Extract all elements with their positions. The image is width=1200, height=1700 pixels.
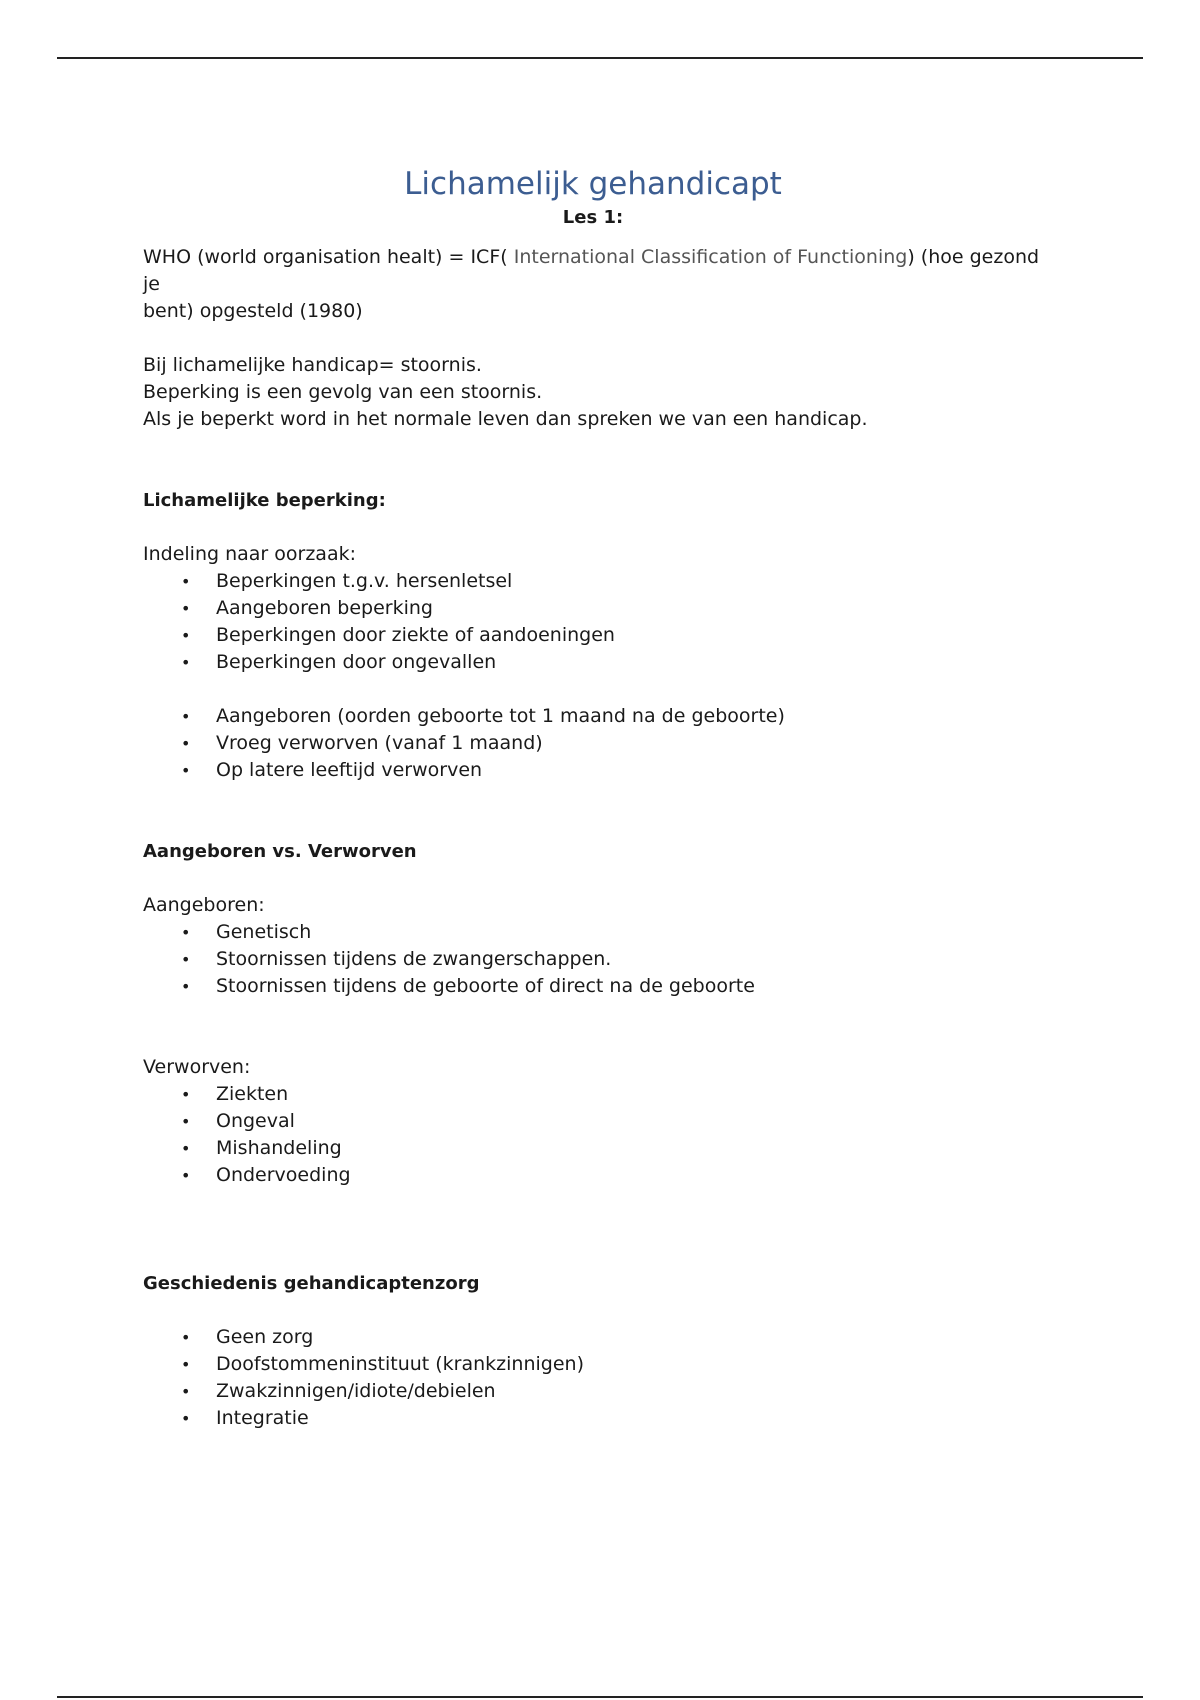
list-item: • Zwakzinnigen/idiote/debielen <box>143 1378 1043 1405</box>
definition-line: Bij lichamelijke handicap= stoornis. <box>143 354 482 376</box>
section-intro-indeling: Indeling naar oorzaak: <box>143 543 356 565</box>
bullet-icon: • <box>181 1139 191 1158</box>
intro-suffix: ) (hoe gezond je <box>143 246 1040 295</box>
verworven-label: Verworven: <box>143 1056 251 1078</box>
list-item: • Genetisch <box>143 919 1043 946</box>
list-item: • Aangeboren (oorden geboorte tot 1 maand na de geboorte) <box>143 703 1043 730</box>
verworven-list <box>143 1081 1043 1189</box>
list-item: • Stoornissen tijdens de geboorte of direct na de geboorte <box>143 973 1043 1000</box>
list-item: • Integratie <box>143 1405 1043 1432</box>
list-item: • Op latere leeftijd verworven <box>143 757 1043 784</box>
aangeboren-label: Aangeboren: <box>143 894 265 916</box>
list-item: • Beperkingen door ongevallen <box>143 649 1043 676</box>
geschiedenis-list <box>143 1324 1043 1432</box>
bullet-icon: • <box>181 761 191 780</box>
definition-line: Als je beperkt word in het normale leven dan spreken we van een handicap. <box>143 408 868 430</box>
list-item: • Beperkingen door ziekte of aandoeningen <box>143 622 1043 649</box>
intro-prefix: WHO (world organisation healt) = ICF( <box>143 246 514 268</box>
list-item: • Beperkingen t.g.v. hersenletsel <box>143 568 1043 595</box>
list-item: • Geen zorg <box>143 1324 1043 1351</box>
list-item: • Stoornissen tijdens de zwangerschappen. <box>143 946 1043 973</box>
bullet-icon: • <box>181 1382 191 1401</box>
bullet-icon: • <box>181 1085 191 1104</box>
intro-icf-name: International Classification of Functioning <box>513 246 908 268</box>
list-item: • Ondervoeding <box>143 1162 1043 1189</box>
bullet-icon: • <box>181 1112 191 1131</box>
bullet-icon: • <box>181 1355 191 1374</box>
intro-line2: bent) opgesteld (1980) <box>143 300 363 322</box>
list-item: • Vroeg verworven (vanaf 1 maand) <box>143 730 1043 757</box>
list-item: • Doofstommeninstituut (krankzinnigen) <box>143 1351 1043 1378</box>
section-heading-lichamelijke-beperking: Lichamelijke beperking: <box>143 490 386 511</box>
bullet-icon: • <box>181 653 191 672</box>
document-subtitle: Les 1: <box>562 207 624 228</box>
bullet-icon: • <box>181 923 191 942</box>
document-body <box>143 160 1043 1432</box>
section-heading-geschiedenis: Geschiedenis gehandicaptenzorg <box>143 1273 480 1294</box>
bullet-icon: • <box>181 977 191 996</box>
oorzaak-list <box>143 568 1043 676</box>
bullet-icon: • <box>181 707 191 726</box>
list-item: • Ziekten <box>143 1081 1043 1108</box>
header-rule <box>57 57 1143 59</box>
document-title: Lichamelijk gehandicapt <box>404 166 782 202</box>
bullet-icon: • <box>181 950 191 969</box>
moment-list <box>143 703 1043 784</box>
list-item: • Ongeval <box>143 1108 1043 1135</box>
definition-line: Beperking is een gevolg van een stoornis. <box>143 381 543 403</box>
aangeboren-list <box>143 919 1043 1000</box>
bullet-icon: • <box>181 599 191 618</box>
bullet-icon: • <box>181 626 191 645</box>
bullet-icon: • <box>181 572 191 591</box>
list-item: • Mishandeling <box>143 1135 1043 1162</box>
intro-paragraph <box>143 244 1043 325</box>
footer-rule <box>57 1696 1143 1698</box>
list-item: • Aangeboren beperking <box>143 595 1043 622</box>
bullet-icon: • <box>181 1409 191 1428</box>
bullet-icon: • <box>181 1328 191 1347</box>
bullet-icon: • <box>181 1166 191 1185</box>
section-heading-aangeboren-vs-verworven: Aangeboren vs. Verworven <box>143 841 417 862</box>
bullet-icon: • <box>181 734 191 753</box>
